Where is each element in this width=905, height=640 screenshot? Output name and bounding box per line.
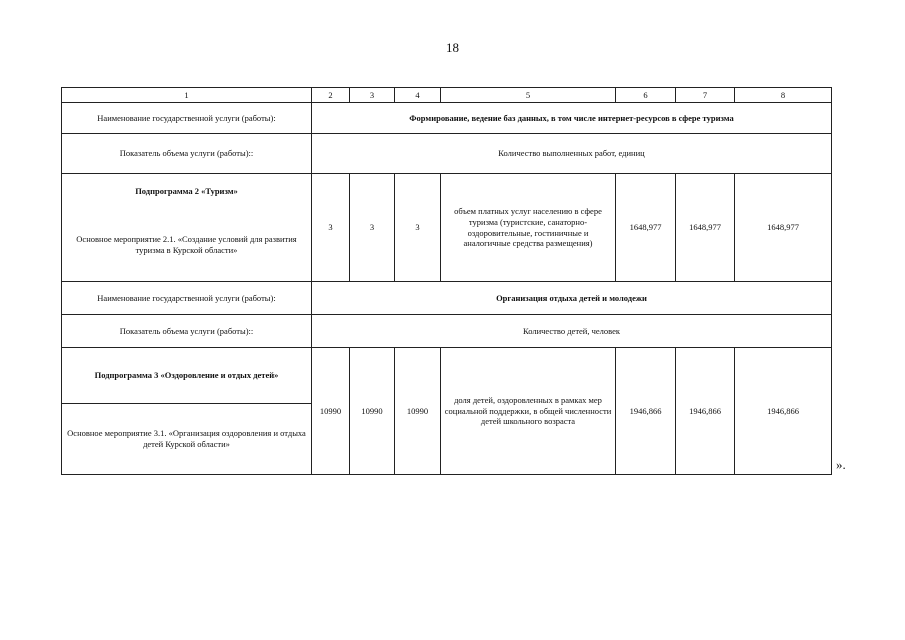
service-name-row <box>62 282 832 315</box>
value-col6: 1946,866 <box>616 348 676 475</box>
subprogram-title: Подпрограмма 3 «Оздоровление и отдых детей» <box>62 348 312 404</box>
value-col2: 3 <box>312 174 350 282</box>
volume-indicator-row <box>62 134 832 174</box>
value-col8: 1648,977 <box>735 174 832 282</box>
volume-indicator-value: Количество детей, человек <box>312 315 832 348</box>
value-col3: 10990 <box>350 348 395 475</box>
subprogram-cell <box>62 174 312 282</box>
goals-table <box>61 87 832 475</box>
service-name-value: Формирование, ведение баз данных, в том числе интернет-ресурсов в сфере туризма <box>312 103 832 134</box>
value-col4: 10990 <box>395 348 441 475</box>
volume-indicator-value: Количество выполненных работ, единиц <box>312 134 832 174</box>
subprogram-row <box>62 348 832 404</box>
service-name-row <box>62 103 832 134</box>
subprogram-title: Подпрограмма 2 «Туризм» <box>135 186 238 196</box>
column-number: 6 <box>616 88 676 103</box>
column-number: 3 <box>350 88 395 103</box>
value-col7: 1946,866 <box>676 348 735 475</box>
value-col3: 3 <box>350 174 395 282</box>
value-col6: 1648,977 <box>616 174 676 282</box>
service-name-label: Наименование государственной услуги (работы): <box>62 282 312 315</box>
value-col2: 10990 <box>312 348 350 475</box>
value-col8: 1946,866 <box>735 348 832 475</box>
main-activity: Основное мероприятие 3.1. «Организация оздоровления и отдыха детей Курской области» <box>62 404 312 475</box>
column-number: 5 <box>441 88 616 103</box>
indicator-name: объем платных услуг населению в сфере туризма (туристские, санаторно-оздоровительные, гостиничные и аналогичные средства размещения) <box>441 174 616 282</box>
column-number: 2 <box>312 88 350 103</box>
service-name-value: Организация отдыха детей и молодежи <box>312 282 832 315</box>
column-number: 1 <box>62 88 312 103</box>
volume-indicator-label: Показатель объема услуги (работы):: <box>62 315 312 348</box>
subprogram-row <box>62 174 832 282</box>
volume-indicator-row <box>62 315 832 348</box>
value-col4: 3 <box>395 174 441 282</box>
indicator-name: доля детей, оздоровленных в рамках мер социальной поддержки, в общей численности детей школьного возраста <box>441 348 616 475</box>
value-col7: 1648,977 <box>676 174 735 282</box>
main-activity: Основное мероприятие 2.1. «Создание условий для развития туризма в Курской области» <box>76 234 297 255</box>
column-number: 7 <box>676 88 735 103</box>
column-numbers-row <box>62 88 832 103</box>
closing-quote: ». <box>836 457 846 472</box>
page-number: 18 <box>446 40 459 55</box>
service-name-label: Наименование государственной услуги (работы): <box>62 103 312 134</box>
column-number: 4 <box>395 88 441 103</box>
column-number: 8 <box>735 88 832 103</box>
volume-indicator-label: Показатель объема услуги (работы):: <box>62 134 312 174</box>
